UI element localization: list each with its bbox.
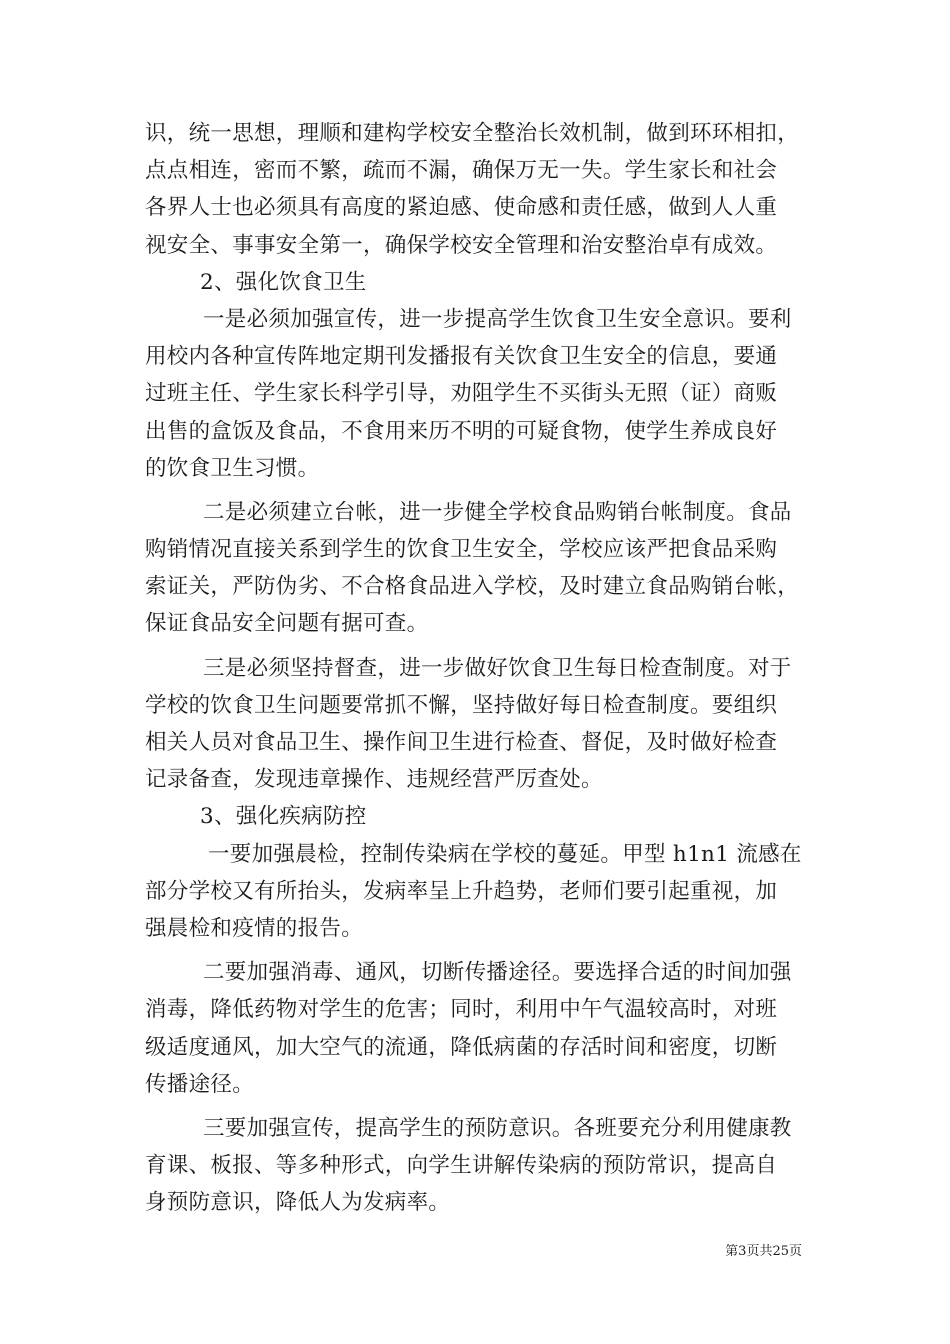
text-line: 购销情况直接关系到学生的饮食卫生安全，学校应该严把食品采购 [145,537,778,563]
text-line: 二是必须建立台帐，进一步健全学校食品购销台帐制度。食品 [203,499,792,525]
body-text [145,115,805,1221]
paragraph-gap [145,1103,805,1110]
page-number: 第3页共25页 [725,1244,802,1259]
text-line: 的饮食卫生习惯。 [145,455,320,481]
text-line: 相关人员对食品卫生、操作间卫生进行检查、督促，及时做好检查 [145,730,778,755]
text-line: 一要加强晨检，控制传染病在学校的蔓延。甲型 h1n1 流感在 [208,841,802,867]
text-line: 识，统一思想，理顺和建构学校安全整治长效机制，做到环环相扣， [145,121,800,146]
text-line: 三要加强宣传，提高学生的预防意识。各班要充分利用健康教 [203,1115,792,1141]
text-line: 强晨检和疫情的报告。 [145,915,364,941]
text-line: 部分学校又有所抬头，发病率呈上升趋势，老师们要引起重视，加 [145,878,778,904]
text-line: 记录备查，发现违章操作、违规经营严厉查处。 [145,767,603,793]
text-line: 2、强化饮食卫生 [200,269,367,295]
text-line: 身预防意识，降低人为发病率。 [145,1190,451,1216]
text-line: 索证关，严防伪劣、不合格食品进入学校，及时建立食品购销台帐， [145,574,800,600]
text-line: 过班主任、学生家长科学引导，劝阻学生不买街头无照（证）商贩 [145,381,778,407]
paragraph-gap [145,487,805,494]
text-line: 三是必须坚持督查，进一步做好饮食卫生每日检查制度。对于 [203,655,792,681]
text-line: 保证食品安全问题有据可查。 [145,611,429,637]
text-line: 出售的盒饭及食品，不食用来历不明的可疑食物，使学生养成良好 [145,418,778,444]
text-line: 3、强化疾病防控 [200,804,367,830]
text-line: 点点相连，密而不繁，疏而不漏，确保万无一失。学生家长和社会 [145,158,778,184]
text-line: 用校内各种宣传阵地定期刊发播报有关饮食卫生安全的信息，要通 [145,344,778,370]
text-line: 各界人士也必须具有高度的紧迫感、使命感和责任感，做到人人重 [145,195,778,221]
text-line: 一是必须加强宣传，进一步提高学生饮食卫生安全意识。要利 [203,306,792,332]
text-line: 传播途径。 [145,1071,255,1097]
text-line: 二要加强消毒、通风，切断传播途径。要选择合适的时间加强 [203,960,792,986]
text-line: 视安全、事事安全第一，确保学校安全管理和治安整治卓有成效。 [145,232,778,258]
paragraph-gap [145,947,805,954]
text-line: 级适度通风，加大空气的流通，降低病菌的存活时间和密度，切断 [145,1034,778,1060]
text-line: 学校的饮食卫生问题要常抓不懈，坚持做好每日检查制度。要组织 [145,692,778,718]
text-line: 育课、板报、等多种形式，向学生讲解传染病的预防常识，提高自 [145,1153,778,1179]
paragraph-gap [145,643,805,650]
text-line: 消毒，降低药物对学生的危害；同时，利用中午气温较高时，对班 [145,997,778,1023]
